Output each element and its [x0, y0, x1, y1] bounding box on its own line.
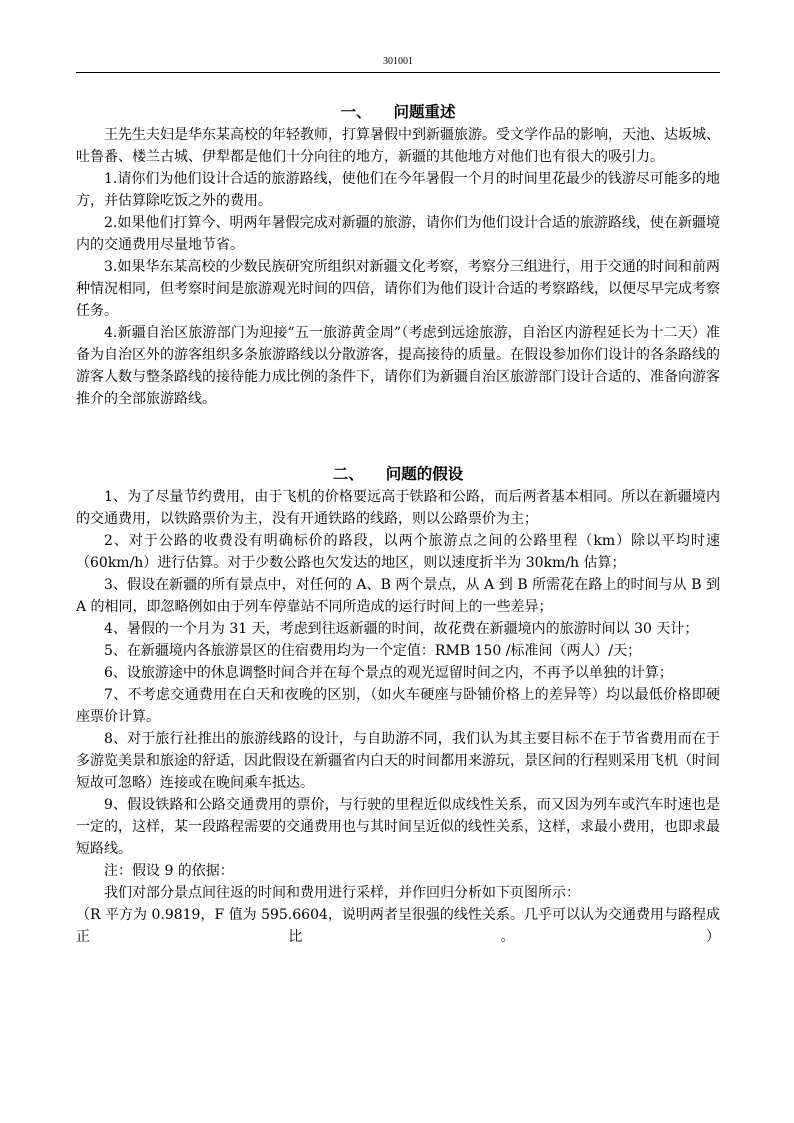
section-2-title: 问题的假设: [385, 464, 464, 483]
assumption-paragraph: 8、对于旅行社推出的旅游线路的设计，与自助游不同，我们认为其主要目标不在于节省费用而在于多游览美景和旅途的舒适，因此假设在新疆省内白天的时间都用来游玩，景区间的行程则采用飞机（时间短故可忽略）连接或在晚间乘车抵达。: [76, 731, 720, 791]
section-1-paragraph: 4.新疆自治区旅游部门为迎接“五一旅游黄金周”（考虑到远途旅游，自治区内游程延长为十二天）准备为自治区外的游客组织多条旅游路线以分散游客，提高接待的质量。在假设参加你们设计的各条路线的游客人数与整条路线的接待能力成比例的条件下，请你们为新疆自治区旅游部门设计合适的、准备向游客推介的全部旅游路线。: [76, 325, 720, 407]
section-1-paragraph: 1.请你们为他们设计合适的旅游路线，使他们在今年暑假一个月的时间里花最少的钱游尽可能多的地方，并估算除吃饭之外的费用。: [76, 171, 720, 209]
doc-id: 301001: [383, 56, 413, 67]
section-1-paragraph: 2.如果他们打算今、明两年暑假完成对新疆的旅游，请你们为他们设计合适的旅游路线，使在新疆境内的交通费用尽量地节省。: [76, 215, 720, 253]
section-1-title: 问题重述: [393, 102, 456, 121]
section-1-number: 一、: [340, 102, 372, 121]
assumption-paragraph: 4、暑假的一个月为 31 天，考虑到往返新疆的时间，故花费在新疆境内的旅游时间以 30 天计；: [104, 621, 699, 637]
assumption-paragraph: 9、假设铁路和公路交通费用的票价，与行驶的里程近似成线性关系，而又因为列车或汽车时速也是一定的，这样，某一段路程需要的交通费用也与其时间呈近似的线性关系，这样，求最小费用，也即求最短路线。: [76, 797, 720, 857]
note-paragraph: 我们对部分景点间往返的时间和费用进行采样，并作回归分析如下页图所示：: [104, 885, 580, 901]
assumption-paragraph: 3、假设在新疆的所有景点中，对任何的 A、B 两个景点，从 A 到 B 所需花在路上的时间与从 B 到 A 的相同，即忽略例如由于列车停靠站不同所造成的运行时间上的一些差异；: [76, 577, 720, 615]
assumption-paragraph: 6、设旅游途中的休息调整时间合并在每个景点的观光逗留时间之内，不再予以单独的计算；: [104, 665, 673, 681]
assumption-paragraph: 1、为了尽量节约费用，由于飞机的价格要远高于铁路和公路，而后两者基本相同。所以在新疆境内的交通费用，以铁路票价为主，没有开通铁路的线路，则以公路票价为主；: [76, 489, 720, 527]
assumption-paragraph: 5、在新疆境内各旅游景区的住宿费用均为一个定值：RMB 150 /标准间（两人）/天；: [104, 643, 642, 659]
page-header: [76, 56, 720, 73]
document-body: [76, 100, 720, 948]
assumption-paragraph: 2、对于公路的收费没有明确标价的路段，以两个旅游点之间的公路里程（km）除以平均时速（60km/h）进行估算。对于少数公路也欠发达的地区，则以速度折半为 30km/h 估算；: [76, 533, 720, 571]
section-gap: [76, 410, 720, 462]
note-paragraph: 注：假设 9 的依据：: [104, 863, 234, 879]
section-2-heading: [76, 462, 720, 486]
section-1-paragraph: 王先生夫妇是华东某高校的年轻教师，打算暑假中到新疆旅游。受文学作品的影响，天池、达坂城、吐鲁番、楼兰古城、伊犁都是他们十分向往的地方，新疆的其他地方对他们也有很大的吸引力。: [76, 127, 720, 165]
assumption-paragraph: 7、不考虑交通费用在白天和夜晚的区别，（如火车硬座与卧铺价格上的差异等）均以最低价格即硬座票价计算。: [76, 687, 720, 725]
section-1-paragraph: 3.如果华东某高校的少数民族研究所组织对新疆文化考察，考察分三组进行，用于交通的时间和前两种情况相同，但考察时间是旅游观光时间的四倍，请你们为他们设计合适的考察路线，以便尽早完成考察任务。: [76, 259, 720, 319]
section-1-heading: [76, 100, 720, 124]
regression-note-paragraph: （R 平方为 0.9819，F 值为 595.6604，说明两者呈很强的线性关系。几乎可以认为交通费用与路程成正比。）: [76, 907, 720, 945]
section-2-number: 二、: [332, 464, 364, 483]
